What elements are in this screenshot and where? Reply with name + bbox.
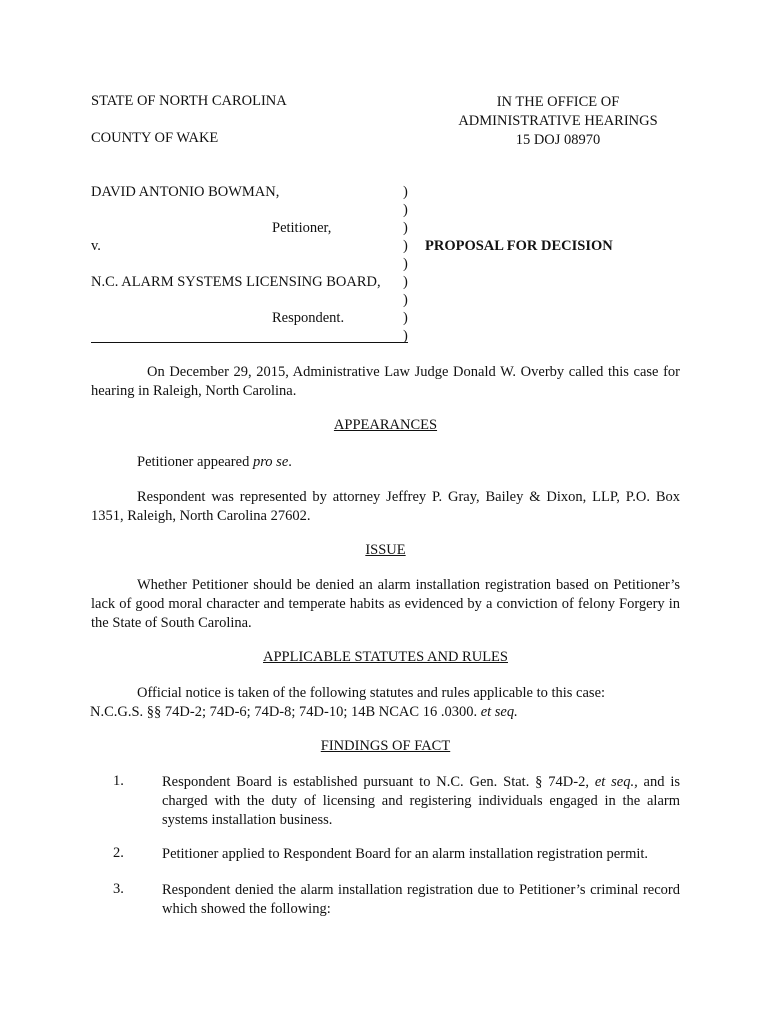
caption-rule: [91, 342, 408, 343]
finding-emphasis: et seq.,: [594, 774, 638, 790]
finding-text: Petitioner applied to Respondent Board for an alarm installation registration permit.: [162, 846, 649, 862]
appearances-heading: APPEARANCES: [333, 417, 438, 433]
versus: v.: [91, 238, 101, 254]
statutes-paragraph: [91, 684, 691, 722]
issue-paragraph: Whether Petitioner should be denied an alarm installation registration based on Petitioner’s lack of good moral character and temperate habits as evidenced by a conviction of felony Forgery in the State of South Carolina.: [91, 577, 680, 631]
petitioner-appearance-text: Petitioner appeared: [137, 454, 253, 470]
caption-paren: ): [403, 274, 408, 290]
respondent-label: Respondent.: [272, 310, 345, 326]
pro-se: pro se: [252, 454, 289, 470]
statutes-heading: APPLICABLE STATUTES AND RULES: [263, 649, 508, 665]
caption-paren: ): [403, 184, 408, 200]
finding-item: [162, 881, 680, 919]
finding-number: 2.: [113, 845, 124, 861]
caption-paren: ): [403, 328, 408, 344]
court-caption: [440, 93, 676, 150]
statutes-line-1: Official notice is taken of the following statutes and rules applicable to this case:: [137, 685, 606, 701]
caption-paren: ): [403, 220, 408, 236]
petitioner-name: DAVID ANTONIO BOWMAN,: [91, 184, 280, 200]
issue-heading: ISSUE: [365, 542, 406, 558]
finding-number: 3.: [113, 881, 124, 897]
finding-item: [162, 845, 680, 864]
findings-heading: FINDINGS OF FACT: [320, 738, 451, 754]
intro-paragraph: On December 29, 2015, Administrative Law Judge Donald W. Overby called this case for hearing in Raleigh, North Carolina.: [91, 364, 680, 399]
caption-paren: ): [403, 292, 408, 308]
state-caption: STATE OF NORTH CAROLINA: [91, 93, 287, 109]
et-seq: et seq.: [480, 704, 518, 720]
caption-paren: ): [403, 256, 408, 272]
petitioner-appearance: [137, 453, 292, 472]
caption-paren: ): [403, 310, 408, 326]
caption-paren: ): [403, 202, 408, 218]
statutes-list: N.C.G.S. §§ 74D-2; 74D-6; 74D-8; 74D-10; 14B NCAC 16 .0300.: [90, 704, 481, 720]
statutes-line-2: [90, 703, 691, 722]
respondent-name: N.C. ALARM SYSTEMS LICENSING BOARD,: [91, 274, 381, 290]
finding-text-end: and is charged with the duty of licensing and registering individuals engaged in the alarm systems installation business.: [162, 774, 681, 828]
document-title: PROPOSAL FOR DECISION: [425, 238, 613, 254]
office-line-2: ADMINISTRATIVE HEARINGS: [458, 113, 658, 129]
finding-text: Respondent denied the alarm installation registration due to Petitioner’s criminal record which showed the following:: [162, 882, 680, 917]
petitioner-label: Petitioner,: [272, 220, 332, 236]
respondent-appearance: Respondent was represented by attorney Jeffrey P. Gray, Bailey & Dixon, LLP, P.O. Box 1351, Raleigh, North Carolina 27602.: [91, 489, 680, 524]
finding-number: 1.: [113, 773, 124, 789]
office-line-1: IN THE OFFICE OF: [496, 94, 620, 110]
caption-paren: ): [403, 238, 408, 254]
petitioner-appearance-end: .: [288, 454, 292, 470]
finding-item: [162, 773, 680, 830]
county-caption: COUNTY OF WAKE: [91, 130, 219, 146]
finding-text: Respondent Board is established pursuant to N.C. Gen. Stat. § 74D-2,: [162, 774, 595, 790]
docket-number: 15 DOJ 08970: [515, 132, 601, 148]
